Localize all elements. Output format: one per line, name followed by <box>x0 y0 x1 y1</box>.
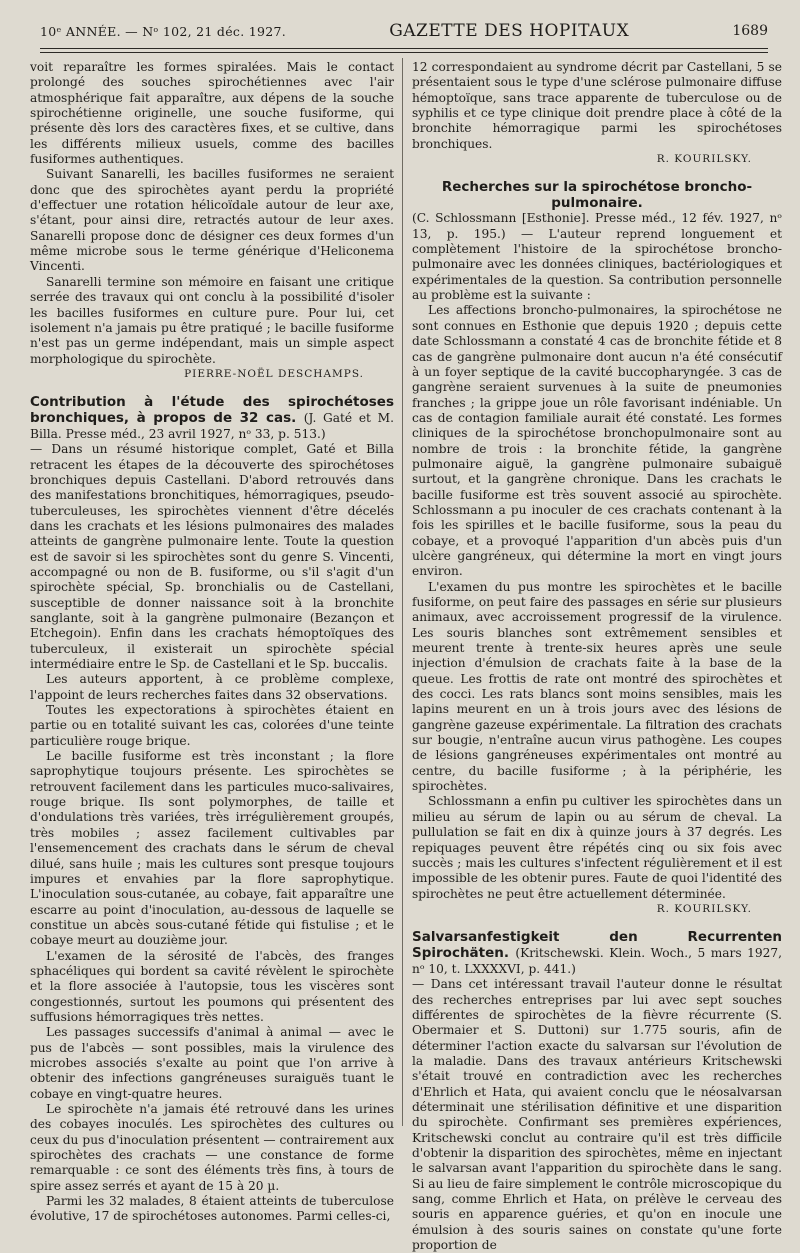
article-source: (C. Schlossmann [Esthonie]. Presse méd., 12 fév. 1927, nᵒ 13, p. 195.) <box>412 211 782 241</box>
paragraph: Toutes les expectorations à spirochètes étaient en partie ou en totalité suivant les cas, colorées d'une teinte particulière rouge brique. <box>30 703 394 748</box>
header-rule-thin <box>40 52 768 53</box>
paragraph: Le spirochète n'a jamais été retrouvé dans les urines des cobayes inoculés. Les spirochètes des cultures ou ceux du pus d'inoculation présentent — contrairement aux spirochètes des crachats — une constance de forme remarquable : ce sont des éléments très fins, à tours de spire assez serrés et ayant de 15 à 20 µ. <box>30 1102 394 1193</box>
paragraph: Les affections broncho-pulmonaires, la spirochétose ne sont connues en Esthonie que depuis 1920 ; depuis cette date Schlossmann a constaté 4 cas de bronchite fétide et 8 cas de gangrène pulmonaire dont aucun n'a été consécutif à un foyer septique de la cavité buccopharyngée. 3 cas de gangrène seraient survenues à la suite de pneumonies franches ; la grippe joue un rôle favorisant indéniable. Un cas de contagion familiale aurait été constaté. Les formes cliniques de la spirochétose bronchopulmonaire sont au nombre de trois : la bronchite fétide, la gangrène pulmonaire aiguë, la gangrène pulmonaire subaiguë surtout, et la gangrène chronique. Dans les crachats le bacille fusiforme est très souvent associé au spirochète. Schlossmann a pu inoculer de ces crachats contenant à la fois les spirilles et le bacille fusiforme, sous la peau du cobaye, et a provoqué l'apparition d'un abcès puis d'un ulcère gangréneux, qui détermine la mort en vingt jours environ. <box>412 303 782 579</box>
article-source: (Kritschewski. Klein. Woch., 5 mars 1927, nᵒ 10, t. LXXXXVI, p. 441.) <box>412 946 782 977</box>
paragraph: Les auteurs apportent, à ce problème complexe, l'appoint de leurs recherches faites dans 32 observations. <box>30 672 394 702</box>
issue-line: 10ᵉ ANNÉE. — Nᵒ 102, 21 déc. 1927. <box>40 23 287 39</box>
author-signature: PIERRE-NOËL DESCHAMPS. <box>184 367 364 380</box>
header-rule <box>40 48 768 49</box>
paragraph: Le bacille fusiforme est très inconstant ; la flore saprophytique toujours présente. Les spirochètes se retrouvent facilement dans les particules muco-salivaires, rouge brique. Ils sont polymorphes, de taille et d'ondulations très variées, très irrégulièrement groupés, très mobiles ; assez facilement cultivables par l'ensemencement des crachats dans le sérum de cheval dilué, sans huile ; mais les cultures sont presque toujours impures et envahies par la flore saprophytique. L'inoculation sous-cutanée, au cobaye, fait apparaître une escarre au point d'inoculation, au-dessous de laquelle se constitue un abcès sous-cutané fétide qui fistulise ; et le cobaye meurt au douzième jour. <box>30 749 394 948</box>
paragraph: Les passages successifs d'animal à animal — avec le pus de l'abcès — sont possibles, mais la virulence des microbes associés s'exalte au point que l'on arrive à obtenir des infections gangréneuses suraiguës tuant le cobaye en vingt-quatre heures. <box>30 1025 394 1101</box>
article-heading <box>412 929 782 977</box>
author-signature: R. KOURILSKY. <box>656 153 752 166</box>
article-title: Contribution à l'étude des spirochétoses bronchiques, à propos de 32 cas. <box>30 394 394 427</box>
column-divider <box>402 58 403 1126</box>
right-column <box>412 60 782 1253</box>
article-heading <box>30 394 394 442</box>
article-source: (J. Gaté et M. Billa. Presse méd., 23 avril 1927, nᵒ 33, p. 513.) <box>30 411 395 442</box>
journal-title: GAZETTE DES HOPITAUX <box>389 21 630 41</box>
paragraph: — Dans cet intéressant travail l'auteur donne le résultat des recherches entreprises par lui avec sept souches différentes de spirochètes de la fièvre récurrente (S. Obermaier et S. Duttoni) sur 1.775 souris, afin de déterminer l'action exacte du salvarsan sur l'évolution de la maladie. Dans des travaux antérieurs Kritschewski s'était trouvé en contradiction avec les recherches d'Ehrlich et Hata, qui avaient conclu que le néosalvarsan déterminait une stérilisation définitive et une disparition du spirochète. Confirmant ses premières expériences, Kritschewski conclut au contraire qu'il est très difficile d'obtenir la disparition des spirochètes, même en injectant le salvarsan avant l'apparition du spirochète dans le sang. Si au lieu de faire simplement le contrôle microscopique du sang, comme Ehrlich et Hata, on prélève le cerveau des souris en apparence guéries, et qu'on en inocule une émulsion à des souris saines on constate qu'une forte proportion de <box>412 977 782 1253</box>
paragraph: L'examen du pus montre les spirochètes et le bacille fusiforme, on peut faire des passages en série sur plusieurs animaux, avec accroissement progressif de la virulence. Les souris blanches sont extrêmement sensibles et meurent trente à trente-six heures après une seule injection d'émulsion de crachats faite à la base de la queue. Les frottis de rate ont montré des spirochètes et des cocci. Les rats blancs sont moins sensibles, mais les lapins meurent en un à trois jours avec des lésions de gangrène gazeuse expérimentale. La filtration des crachats sur bougie, n'entraîne aucun virus pathogène. Les coupes de lésions gangréneuses expérimentales ont montré au centre, du bacille fusiforme ; à la périphérie, les spirochètes. <box>412 579 782 794</box>
page-number: 1689 <box>732 23 768 39</box>
paragraph-text: — L'auteur reprend longuement et complètement l'histoire de la spirochétose broncho-pulmonaire avec les données cliniques, bactériologiques et expérimentales de la question. Sa contribution personnelle au problème est la suivante : <box>412 226 782 303</box>
paragraph: voit reparaître les formes spiralées. Mais le contact prolongé des souches spirochétiennes avec l'air atmosphérique fait apparaître, aux dépens de la souche spirochétienne originelle, une souche fusiforme, qui présente dès lors des caractères fixes, et se cultive, dans les différents milieux usuels, comme des bacilles fusiformes authentiques. <box>30 60 394 167</box>
paragraph: 12 correspondaient au syndrome décrit par Castellani, 5 se présentaient sous le type d'une sclérose pulmonaire diffuse hémoptoïque, sans trace apparente de tuberculose ou de syphilis et ce type clinique doit prendre place à côté de la bronchite hémorragique parmi les spirochétoses bronchiques. <box>412 60 782 151</box>
left-column <box>30 60 395 1224</box>
paragraph: Parmi les 32 malades, 8 étaient atteints de tuberculose évolutive, 17 de spirochétoses autonomes. Parmi celles-ci, <box>30 1194 394 1224</box>
paragraph: Sanarelli termine son mémoire en faisant une critique serrée des travaux qui ont conclu à la possibilité d'isoler les bacilles fusiformes en culture pure. Pour lui, cet isolement n'a jamais pu être pratiqué ; le bacille fusiforme n'est pas un germe indépendant, mais un simple aspect morphologique du spirochète. <box>30 274 394 366</box>
author-signature: R. KOURILSKY. <box>656 902 752 915</box>
paragraph: L'examen de la sérosité de l'abcès, des franges sphacéliques qui bordent sa cavité révèlent le spirochète et la flore associée à l'autopsie, tous les viscères sont congestionnés, surtout les poumons qui présentent des suffusions hémorragiques très nettes. <box>30 948 394 1024</box>
page-header <box>40 14 768 48</box>
article-title: Salvarsanfestigkeit den Recurrenten Spirochäten. <box>412 929 782 962</box>
paragraph: — Dans un résumé historique complet, Gaté et Billa retracent les étapes de la découverte des spirochétoses bronchiques depuis Castellani. D'abord retrouvés dans des manifestations bronchitiques, hémorragiques, pseudo-tuberculeuses, les spirochètes viennent d'être décelés dans les crachats et les lésions pulmonaires des malades atteints de gangrène pulmonaire lente. Toute la question est de savoir si les spirochètes sont du genre S. Vincenti, accompagné ou non de B. fusiforme, ou s'il s'agit d'un spirochète spécial, Sp. bronchialis ou de Castellani, susceptible de donner naissance soit à la bronchite sanglante, soit à la gangrène pulmonaire (Bezançon et Etchegoin). Enfin dans les crachats hémoptoïques des tuberculeux, il existerait un spirochète spécial intermédiaire entre le Sp. de Castellani et le Sp. buccalis. <box>30 442 394 672</box>
paragraph <box>412 211 782 303</box>
paragraph: Schlossmann a enfin pu cultiver les spirochètes dans un milieu au sérum de lapin ou au sérum de cheval. La pullulation se fait en dix à quinze jours à 37 degrés. Les repiquages peuvent être répétés cinq ou six fois avec succès ; mais les cultures s'infectent régulièrement et il est impossible de les obtenir pures. Faute de quoi l'identité des spirochètes ne peut être actuellement déterminée. <box>412 794 782 901</box>
article-title: Recherches sur la spirochétose broncho-pulmonaire. <box>441 179 753 212</box>
paragraph: Suivant Sanarelli, les bacilles fusiformes ne seraient donc que des spirochètes ayant perdu la propriété d'effectuer une rotation hélicoïdale autour de leur axe, s'étant, pour ainsi dire, retractés autour de leur axes. Sanarelli propose donc de désigner ces deux formes d'un même microbe sous le terme générique d'Heliconema Vincenti. <box>30 167 394 274</box>
article-heading <box>412 179 782 211</box>
